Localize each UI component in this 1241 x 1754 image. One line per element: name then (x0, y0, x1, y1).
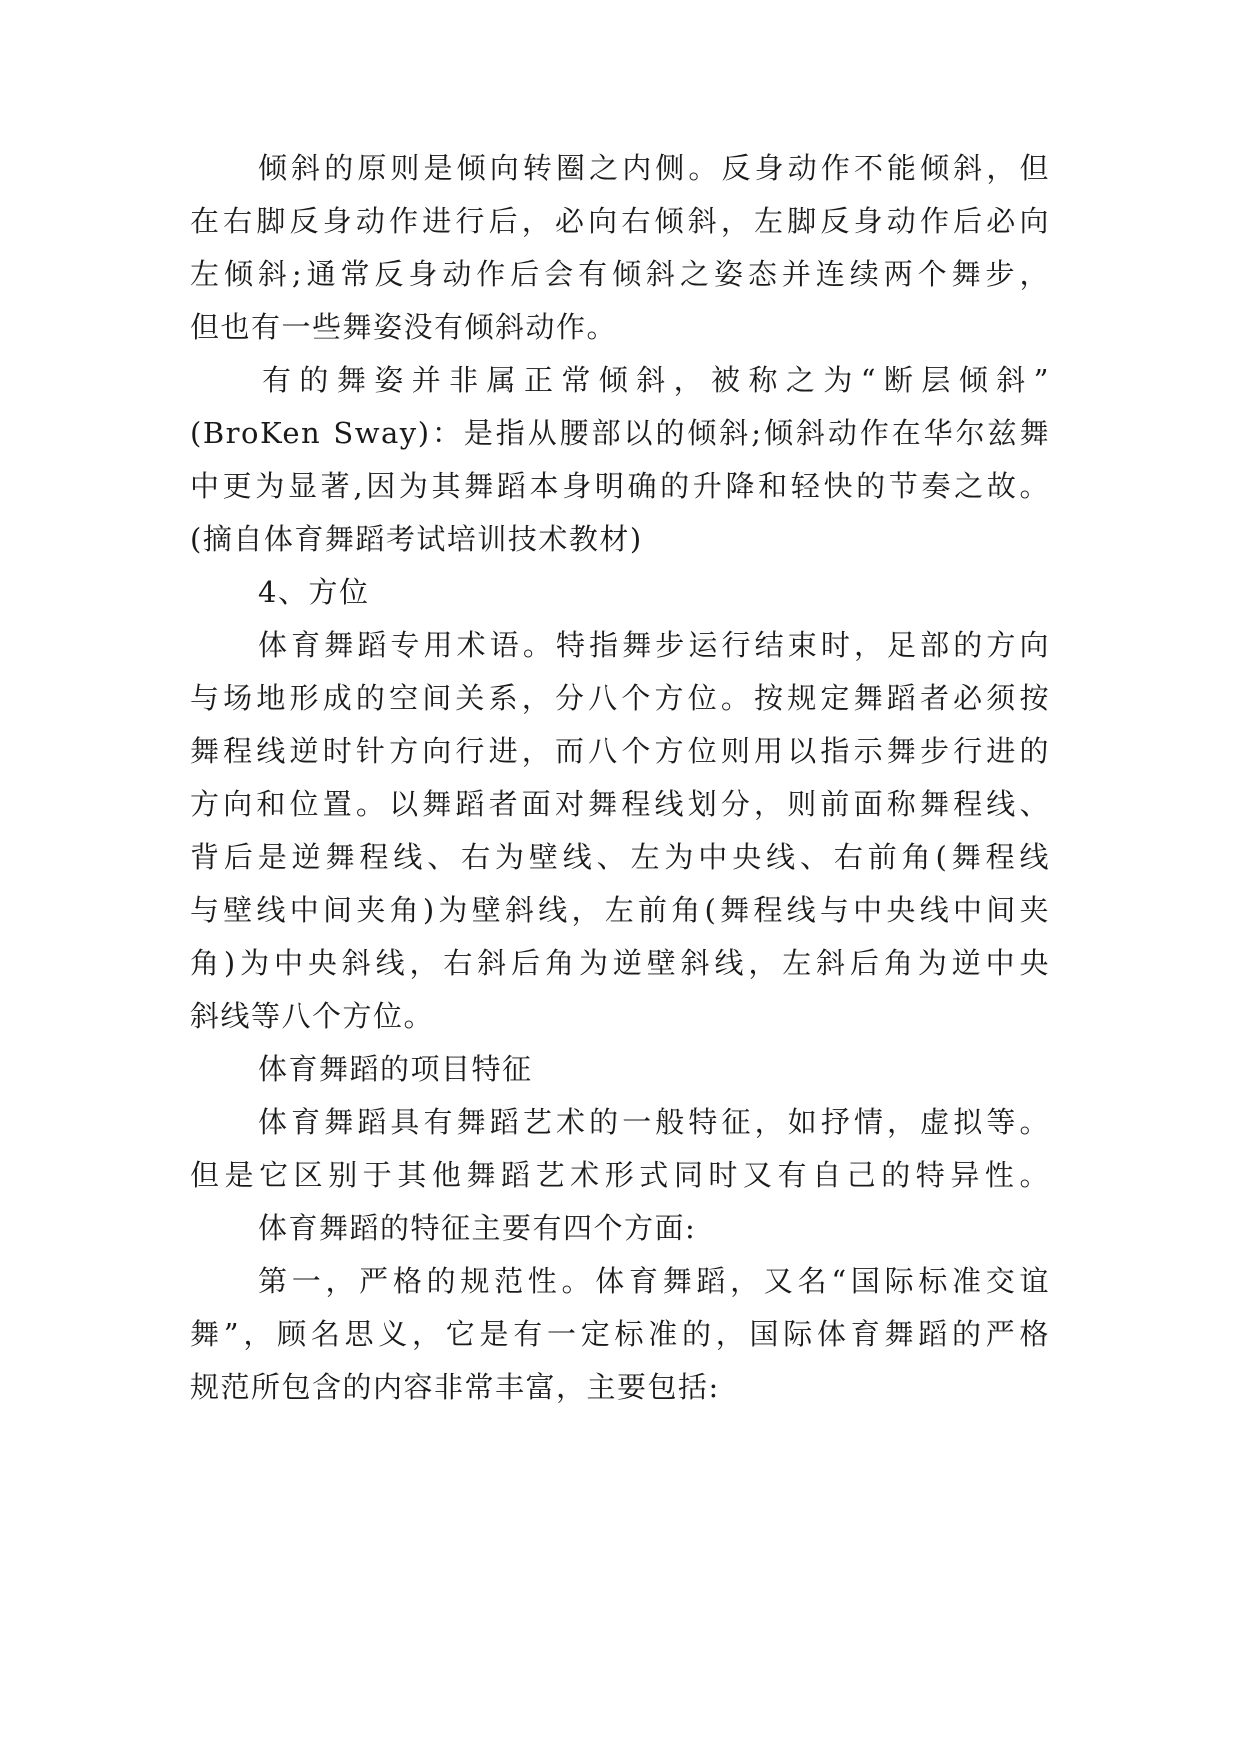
paragraph-line: 体育舞蹈具有舞蹈艺术的一般特征，如抒情，虚拟等。 (258, 1105, 1050, 1139)
section-heading: 体育舞蹈的项目特征 (258, 1052, 533, 1086)
paragraph-line: 但也有一些舞姿没有倾斜动作。 (190, 310, 618, 344)
paragraph-line: 与场地形成的空间关系，分八个方位。按规定舞蹈者必须按 (190, 681, 1050, 715)
paragraph-line: 左倾斜;通常反身动作后会有倾斜之姿态并连续两个舞步， (190, 257, 1050, 291)
paragraph-line: 但是它区别于其他舞蹈艺术形式同时又有自己的特异性。 (190, 1158, 1050, 1192)
paragraph-line: 在右脚反身动作进行后，必向右倾斜，左脚反身动作后必向 (190, 204, 1050, 238)
paragraph-line: 体育舞蹈的特征主要有四个方面: (258, 1211, 697, 1245)
paragraph-line: 规范所包含的内容非常丰富，主要包括: (190, 1370, 720, 1404)
paragraph-line: 角)为中央斜线，右斜后角为逆壁斜线，左斜后角为逆中央 (190, 946, 1050, 980)
paragraph-line: 背后是逆舞程线、右为壁线、左为中央线、右前角(舞程线 (190, 840, 1050, 874)
paragraph-line: (BroKen Sway)：是指从腰部以的倾斜;倾斜动作在华尔兹舞 (190, 416, 1050, 450)
paragraph-line: 第一，严格的规范性。体育舞蹈，又名“国际标准交谊 (258, 1264, 1050, 1298)
paragraph-line: (摘自体育舞蹈考试培训技术教材) (190, 522, 643, 556)
paragraph-line: 体育舞蹈专用术语。特指舞步运行结束时，足部的方向 (258, 628, 1050, 662)
paragraph-line: 倾斜的原则是倾向转圈之内侧。反身动作不能倾斜，但 (258, 151, 1050, 185)
paragraph-line: 中更为显著,因为其舞蹈本身明确的升降和轻快的节奏之故。 (190, 469, 1050, 503)
paragraph-line: 与壁线中间夹角)为壁斜线，左前角(舞程线与中央线中间夹 (190, 893, 1050, 927)
paragraph-line: 有的舞姿并非属正常倾斜，被称之为“断层倾斜” (262, 363, 1050, 397)
paragraph-line: 方向和位置。以舞蹈者面对舞程线划分，则前面称舞程线、 (190, 787, 1050, 821)
paragraph-line: 舞程线逆时针方向行进，而八个方位则用以指示舞步行进的 (190, 734, 1050, 768)
section-heading: 4、方位 (258, 575, 370, 609)
paragraph-line: 舞”，顾名思义，它是有一定标准的，国际体育舞蹈的严格 (190, 1317, 1050, 1351)
paragraph-line: 斜线等八个方位。 (190, 999, 435, 1033)
